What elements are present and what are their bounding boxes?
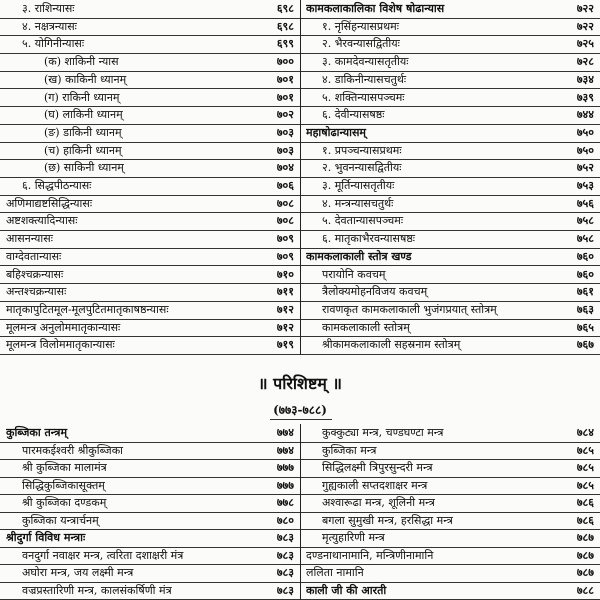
- entry-page-number: ७०८: [276, 214, 294, 228]
- entry-page-number: ७५०: [576, 125, 594, 139]
- entry-page-number: ७८५: [576, 478, 594, 492]
- entry-title: ४. नक्षत्रन्यासः: [22, 19, 77, 33]
- entry-page-number: ७३९: [576, 90, 594, 104]
- entry-title: कुक्कुट्या मन्त्र, चण्डघण्टा मन्त्र: [322, 426, 444, 439]
- entry-title: १. प्रपञ्चन्यासप्रथमः: [322, 143, 402, 157]
- entry-title: रावणकृत कामकलाकाली भुजंगप्रयात् स्तोत्रम्: [322, 302, 497, 316]
- entry-page-number: ७०२: [276, 108, 294, 122]
- entry-title: ५. योगिनीन्यासः: [22, 37, 85, 51]
- index-entry: [300, 89, 600, 108]
- entry-page-number: ६९९: [276, 37, 294, 51]
- entry-page-number: ६९८: [276, 19, 294, 33]
- entry-title: अणिमाद्यष्टसिद्धिन्यासः: [6, 196, 93, 210]
- index-entry: [300, 195, 600, 214]
- index-entry: [300, 424, 600, 443]
- index-entry: [300, 529, 600, 548]
- index-entry: [300, 319, 600, 338]
- entry-title: अघोरा मन्त्र, जय लक्ष्मी मन्त्र: [22, 566, 134, 579]
- index-entry: [300, 53, 600, 72]
- entry-page-number: ७०३: [276, 125, 294, 139]
- entry-page-number: ७७४: [276, 443, 294, 457]
- entry-title: ३. मूर्तिन्यासतृतीयः: [322, 179, 395, 192]
- entry-page-number: ७५८: [576, 214, 594, 228]
- entry-title: मातृकापुटितमूल-मूलपुटितमातृकाषष्ठन्यासः: [6, 302, 169, 316]
- entry-page-number: ७१०: [276, 267, 294, 281]
- index-entry: [0, 442, 300, 461]
- entry-page-number: ७२२: [576, 2, 594, 15]
- index-entry: [300, 547, 600, 566]
- entry-page-number: ७८३: [276, 531, 294, 544]
- entry-title: मूलमन्त्र विलोममातृकान्यासः: [6, 338, 115, 352]
- index-entry: [300, 494, 600, 513]
- entry-page-number: ७८३: [276, 566, 294, 579]
- entry-page-number: ७५८: [576, 232, 594, 246]
- entry-page-number: ७४४: [576, 108, 594, 122]
- index-entry: [0, 319, 300, 338]
- entry-title: ५. देवतान्यासपञ्चमः: [322, 214, 404, 228]
- entry-title: अन्तश्चक्रन्यासः: [6, 285, 67, 299]
- entry-page-number: ७५२: [576, 161, 594, 175]
- index-entry: [300, 564, 600, 583]
- appendix-title: ॥ परिशिष्टम् ॥: [257, 374, 343, 393]
- index-entry: [300, 124, 600, 143]
- entry-title: (घ) लाकिनी ध्यानम्: [44, 108, 123, 122]
- entry-page-number: ७८७: [576, 548, 594, 562]
- index-entry: [0, 477, 300, 496]
- entry-title: अष्टशक्त्यादिन्यासः: [6, 214, 78, 228]
- entry-page-number: ७२८: [576, 55, 594, 69]
- index-entry: [300, 283, 600, 302]
- entry-page-number: ७००: [276, 55, 294, 69]
- entry-title: कामकलाकाली स्तोत्र खण्ड: [306, 249, 412, 263]
- index-entry: [300, 35, 600, 54]
- entry-page-number: ७८७: [576, 531, 594, 544]
- entry-title: (छ) साकिनी ध्यानम्: [44, 161, 124, 175]
- entry-page-number: ७२२: [576, 19, 594, 33]
- entry-page-number: ६९८: [276, 2, 294, 15]
- entry-page-number: ७६७: [576, 338, 594, 352]
- entry-page-number: ७८८: [576, 583, 594, 597]
- index-entry: [300, 459, 600, 478]
- index-entry: [0, 230, 300, 249]
- entry-page-number: ७६५: [576, 320, 594, 334]
- entry-page-number: ७०६: [276, 179, 294, 192]
- index-entry: [0, 494, 300, 513]
- index-entry: [0, 424, 300, 443]
- index-entry: [0, 529, 300, 548]
- index-entry: [0, 159, 300, 178]
- entry-title: (ख) काकिनी ध्यानम्: [44, 72, 127, 86]
- index-entry: [300, 159, 600, 178]
- index-entry: [0, 582, 300, 600]
- entry-page-number: ७८३: [276, 583, 294, 597]
- entry-title: कामकलाकालिका विशेष षोढान्यास: [306, 2, 445, 15]
- entry-page-number: ७०९: [276, 232, 294, 246]
- index-entry: [0, 564, 300, 583]
- entry-title: ३. कामदेवन्यासतृतीयः: [322, 55, 409, 69]
- index-entry: [300, 0, 600, 19]
- entry-title: ६. देवीन्यासषष्ठः: [322, 108, 385, 122]
- entry-page-number: ७८०: [276, 513, 294, 527]
- index-entry: [0, 71, 300, 90]
- entry-title: २. भैरवन्यासद्वितीयः: [322, 37, 400, 51]
- entry-title: बहिश्चक्रन्यासः: [6, 267, 64, 281]
- entry-page-number: ७०८: [276, 196, 294, 210]
- entry-title: कुब्जिका मन्त्र: [322, 443, 377, 457]
- index-entry: [300, 177, 600, 196]
- entry-title: परायोनि कवचम्: [322, 267, 386, 281]
- index-entry: [300, 230, 600, 249]
- entry-page-number: ७११: [276, 285, 294, 299]
- entry-page-number: ७१९: [276, 338, 294, 352]
- entry-page-number: ७०९: [276, 249, 294, 263]
- index-entry: [0, 212, 300, 231]
- entry-page-number: ७८५: [576, 443, 594, 457]
- index-entry: [300, 512, 600, 531]
- index-entry: [0, 266, 300, 285]
- entry-page-number: ७७७: [276, 461, 294, 474]
- entry-page-number: ७८४: [576, 426, 594, 439]
- entry-title: १. नृसिंहन्यासप्रथमः: [322, 19, 399, 33]
- entry-title: ५. शक्तिन्यासपञ्चमः: [322, 90, 405, 104]
- index-entry: [300, 71, 600, 90]
- entry-page-number: ७६०: [576, 249, 594, 263]
- entry-title: श्रीकामकलाकाली सहस्रनाम स्तोत्रम्: [322, 338, 461, 352]
- index-entry: [300, 248, 600, 267]
- entry-page-number: ७३४: [576, 72, 594, 86]
- entry-title: पारमकईश्वरी श्रीकुब्जिका: [22, 443, 123, 457]
- index-entry: [0, 124, 300, 143]
- range-underline: [270, 419, 332, 420]
- index-entry: [0, 248, 300, 267]
- entry-title: श्री कुब्जिका मालामंत्र: [22, 461, 107, 474]
- entry-title: वनदुर्गा नवाक्षर मन्त्र, त्वरिता दशाक्षरी मंत्र: [22, 548, 184, 562]
- index-entry: [0, 106, 300, 125]
- entry-title: (ग) राकिनी ध्यानम्: [44, 90, 120, 104]
- entry-title: वाग्देवतान्यासः: [6, 249, 62, 263]
- entry-title: त्रैलोक्यमोहनविजय कवचम्: [322, 285, 428, 299]
- entry-page-number: ७७८: [276, 496, 294, 509]
- entry-page-number: ७०१: [276, 90, 294, 104]
- entry-page-number: ७८७: [576, 566, 594, 579]
- index-entry: [0, 0, 300, 19]
- appendix-column-divider: [300, 424, 301, 600]
- index-entry: [300, 266, 600, 285]
- index-entry: [300, 142, 600, 161]
- index-entry: [0, 195, 300, 214]
- entry-page-number: ७८५: [576, 461, 594, 474]
- index-entry: [0, 547, 300, 566]
- entry-title: ६. मातृकाभैरवन्यासषष्ठः: [322, 232, 416, 246]
- index-entry: [0, 283, 300, 302]
- index-entry: [0, 336, 300, 355]
- index-entry: [300, 106, 600, 125]
- entry-title: काली जी की आरती: [306, 583, 387, 597]
- entry-page-number: ७०३: [276, 143, 294, 157]
- entry-title: बगला सुमुखी मन्त्र, हरसिद्धा मन्त्र: [322, 513, 453, 527]
- entry-page-number: ७०४: [276, 161, 294, 175]
- entry-title: ३. राशिन्यासः: [22, 2, 75, 15]
- entry-title: कामकलाकाली स्तोत्रम्: [322, 320, 410, 334]
- entry-title: अश्वारूढा मन्त्र, शूलिनी मन्त्र: [322, 496, 435, 509]
- entry-page-number: ७८३: [276, 548, 294, 562]
- entry-title: (ङ) डाकिनी ध्यानम्: [44, 125, 122, 139]
- entry-title: कुब्जिका यन्त्रार्चनम्: [22, 513, 99, 527]
- index-entry: [0, 301, 300, 320]
- entry-title: मृत्युहारिणी मन्त्र: [322, 531, 385, 544]
- entry-page-number: ७५०: [576, 143, 594, 157]
- index-entry: [300, 18, 600, 37]
- index-entry: [300, 212, 600, 231]
- entry-title: मूलमन्त्र अनुलोममातृकान्यासः: [6, 320, 121, 334]
- index-entry: [0, 177, 300, 196]
- entry-title: ललिता नामानि: [306, 566, 364, 579]
- index-entry: [0, 89, 300, 108]
- entry-title: ६. सिद्धपीठन्यासः: [22, 179, 92, 192]
- entry-title: २. भुवनन्यासद्वितीयः: [322, 161, 402, 175]
- index-entry: [0, 512, 300, 531]
- index-entry: [300, 582, 600, 600]
- entry-title: दण्डनाथानामानि, मन्त्रिणीनामानि: [306, 548, 434, 562]
- entry-title: आसनन्यासः: [6, 232, 53, 246]
- entry-page-number: ७७७: [276, 478, 294, 492]
- entry-page-number: ७८६: [576, 513, 594, 527]
- entry-title: सिद्धिलक्ष्मी त्रिपुरसुन्दरी मन्त्र: [322, 461, 433, 474]
- index-entry: [300, 442, 600, 461]
- entry-page-number: ७६०: [576, 267, 594, 281]
- entry-page-number: ७८६: [576, 496, 594, 509]
- entry-title: ४. डाकिनीन्यासचतुर्थः: [322, 72, 407, 86]
- entry-page-number: ७५३: [576, 179, 594, 192]
- entry-title: सिद्धिकुब्जिकासूक्तम्: [22, 478, 105, 492]
- entry-page-number: ७६१: [576, 285, 594, 299]
- entry-page-number: ७७४: [276, 426, 294, 439]
- entry-page-number: ७१२: [276, 320, 294, 334]
- entry-page-number: ७६३: [576, 302, 594, 316]
- column-divider: [300, 0, 301, 355]
- entry-title: वज्रप्रस्तारिणी मन्त्र, कालसंकर्षिणी मंत्र: [22, 583, 172, 597]
- appendix-page-range: (७७३-७८८): [273, 403, 327, 417]
- index-entry: [0, 35, 300, 54]
- index-entry: [0, 459, 300, 478]
- entry-title: कुब्जिका तन्त्रम्: [6, 426, 68, 439]
- index-entry: [0, 142, 300, 161]
- entry-title: गुह्यकाली सप्तदशाक्षर मन्त्र: [322, 478, 428, 492]
- entry-page-number: ७०१: [276, 72, 294, 86]
- entry-title: श्रीदुर्गा विविध मन्त्राः: [6, 531, 86, 544]
- entry-page-number: ७२५: [576, 37, 594, 51]
- index-entry: [0, 53, 300, 72]
- entry-title: (क) शाकिनी न्यास: [44, 55, 119, 69]
- index-entry: [300, 336, 600, 355]
- entry-title: ४. मन्त्रन्यासचतुर्थः: [322, 196, 394, 210]
- index-entry: [0, 18, 300, 37]
- entry-title: श्री कुब्जिका दण्डकम्: [22, 496, 107, 509]
- entry-page-number: ७१२: [276, 302, 294, 316]
- entry-page-number: ७५६: [576, 196, 594, 210]
- index-entry: [300, 477, 600, 496]
- entry-title: (च) हाकिनी ध्यानम्: [44, 143, 122, 157]
- entry-title: महाषोढान्यासम्: [306, 125, 367, 139]
- index-entry: [300, 301, 600, 320]
